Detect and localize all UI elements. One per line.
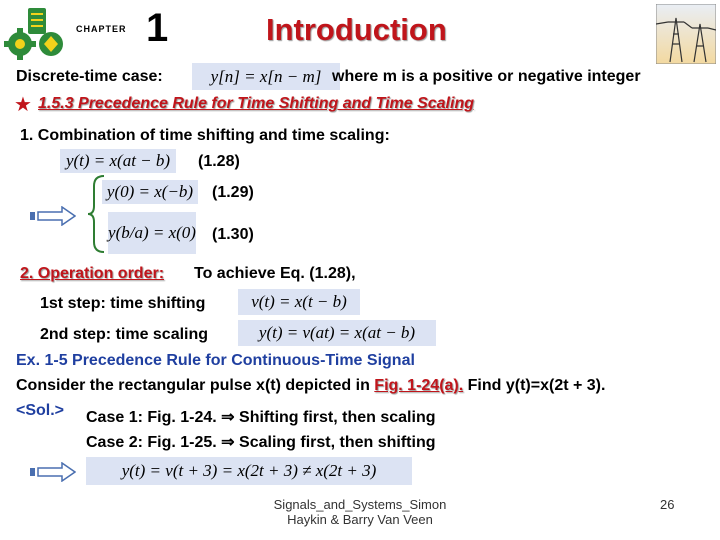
arrow-right-icon [30, 206, 76, 226]
equation-1-29: y(0) = x(−b) [102, 180, 198, 204]
example-line-end: Find y(t)=x(2t + 3). [467, 377, 606, 394]
arrow-right-icon [30, 462, 76, 482]
equation-ref-1-29: (1.29) [212, 184, 254, 201]
case1-line [86, 407, 435, 427]
operation-order-label: 2. Operation order: [20, 265, 165, 282]
example-title: Ex. 1-5 Precedence Rule for Continuous-Time Signal [16, 352, 415, 369]
equation-1-30: y(b/a) = x(0) [108, 212, 196, 254]
section-title: 1.5.3 Precedence Rule for Time Shifting and Time Scaling [38, 95, 474, 112]
footer-book-line2: Haykin & Barry Van Veen [287, 512, 433, 527]
step2-text: 2nd step: time scaling [40, 326, 209, 343]
figure-link[interactable]: Fig. 1-24(a). [374, 377, 464, 394]
implies-icon: ⇒ [221, 409, 235, 426]
chapter-number: 1 [146, 6, 169, 50]
example-line [16, 377, 605, 395]
implies-icon: ⇒ [221, 434, 235, 451]
operation-order-text: To achieve Eq. (1.28), [194, 265, 356, 282]
header-photo [656, 4, 716, 64]
page-title: Introduction [266, 12, 447, 47]
chapter-label: CHAPTER [76, 24, 127, 34]
step1-equation: v(t) = x(t − b) [238, 289, 360, 315]
discrete-time-note: where m is a positive or negative integer [332, 68, 641, 85]
case1-label: Case 1: Fig. 1-24. [86, 409, 217, 426]
final-equation: y(t) = v(t + 3) = x(2t + 3) ≠ x(2t + 3) [86, 457, 412, 485]
logo [4, 4, 70, 62]
case2-description: Scaling first, then shifting [239, 434, 436, 451]
page-number: 26 [660, 497, 675, 512]
star-icon: ★ [14, 94, 32, 116]
step2-equation: y(t) = v(at) = x(at − b) [238, 320, 436, 346]
case2-line [86, 432, 435, 452]
footer-book [250, 497, 470, 527]
combination-heading: 1. Combination of time shifting and time scaling: [20, 127, 390, 144]
power-lines-icon [656, 4, 716, 64]
discrete-time-label: Discrete-time case: [16, 68, 163, 85]
solution-label: <Sol.> [16, 402, 65, 419]
footer-book-line1: Signals_and_Systems_Simon [273, 497, 447, 512]
equation-1-28: y(t) = x(at − b) [60, 149, 176, 173]
equation-ref-1-30: (1.30) [212, 226, 254, 243]
case1-description: Shifting first, then scaling [239, 409, 436, 426]
discrete-time-equation: y[n] = x[n − m] [192, 63, 340, 90]
step1-text: 1st step: time shifting [40, 295, 206, 312]
equation-ref-1-28: (1.28) [198, 153, 240, 170]
gear-logo-icon [4, 4, 70, 62]
case2-label: Case 2: Fig. 1-25. [86, 434, 217, 451]
example-line-start: Consider the rectangular pulse x(t) depicted in [16, 377, 370, 394]
